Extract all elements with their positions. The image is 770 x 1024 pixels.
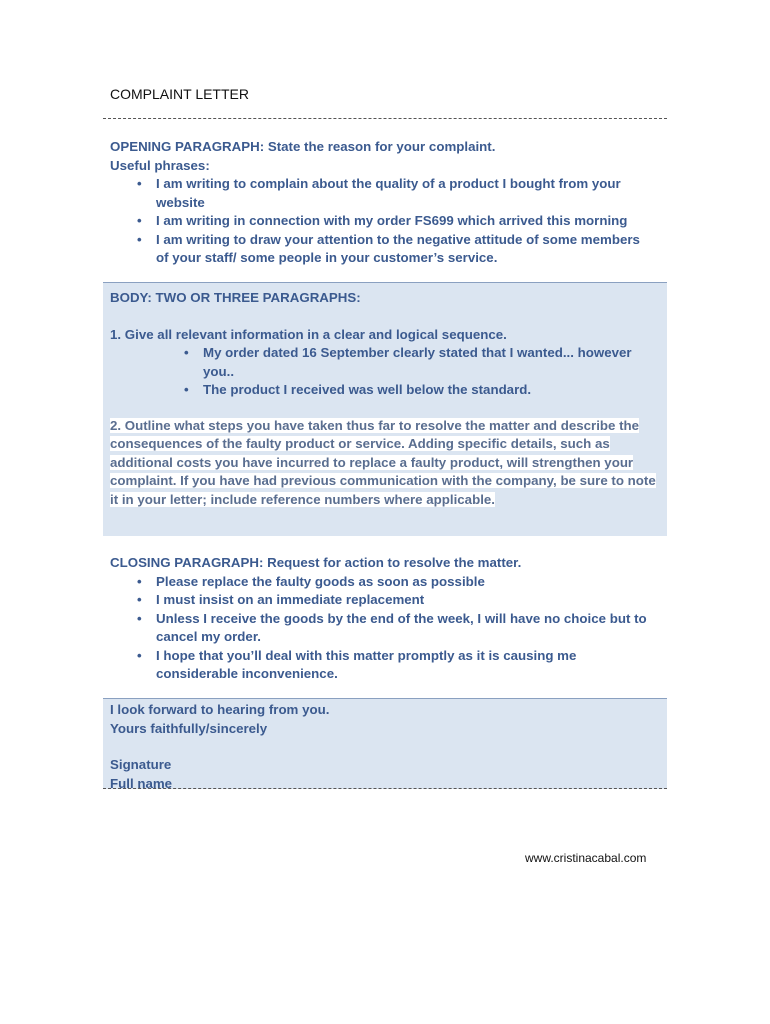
list-item: • Unless I receive the goods by the end of the week, I will have no choice but to cancel my order. [110,610,667,647]
body-point-2 [110,417,660,510]
closing-paragraph-section [103,554,667,684]
useful-phrases-label: Useful phrases: [110,157,210,173]
signature-label: Signature [110,757,172,772]
list-item: • I am writing in connection with my order FS699 which arrived this morning [110,212,667,231]
document-title: COMPLAINT LETTER [110,86,249,102]
closing-heading: CLOSING PARAGRAPH: Request for action to resolve the matter. [110,555,522,570]
list-item: • I must insist on an immediate replacement [110,591,667,610]
body-heading: BODY: TWO OR THREE PARAGRAPHS: [110,290,361,305]
signoff-line-yours: Yours faithfully/sincerely [110,720,268,736]
full-name-label: Full name [110,775,173,791]
signoff-line-forward: I look forward to hearing from you. [110,702,330,717]
website-footer: www.cristinacabal.com [525,851,647,865]
opening-heading: OPENING PARAGRAPH: State the reason for your complaint. [110,139,496,154]
body-point-1-list [110,344,660,400]
title-divider [103,118,667,119]
signoff-section [103,698,667,789]
body-section [103,282,667,536]
list-item: • The product I received was well below the standard. [110,381,660,400]
closing-phrases-list [110,573,667,684]
opening-paragraph-section [103,138,667,268]
list-item: • My order dated 16 September clearly stated that I wanted... however you.. [110,344,660,381]
body-point-1: 1. Give all relevant information in a clear and logical sequence. [110,326,507,342]
opening-phrases-list [110,175,667,268]
body-point-2-text: 2. Outline what steps you have taken thus far to resolve the matter and describe the consequences of the faulty product or service. Adding specific details, such as additional costs you have incurred to replace a faulty product, will strengthen your complaint. If you have had previous communication with the company, be sure to note it in your letter; include reference numbers where applicable. [110,417,656,507]
list-item: • I hope that you’ll deal with this matter promptly as it is causing me considerable inconvenience. [110,647,667,684]
list-item: • I am writing to complain about the quality of a product I bought from your website [110,175,667,212]
list-item: • Please replace the faulty goods as soon as possible [110,573,667,592]
list-item: • I am writing to draw your attention to the negative attitude of some members of your staff/ some people in your customer’s service. [110,231,667,268]
